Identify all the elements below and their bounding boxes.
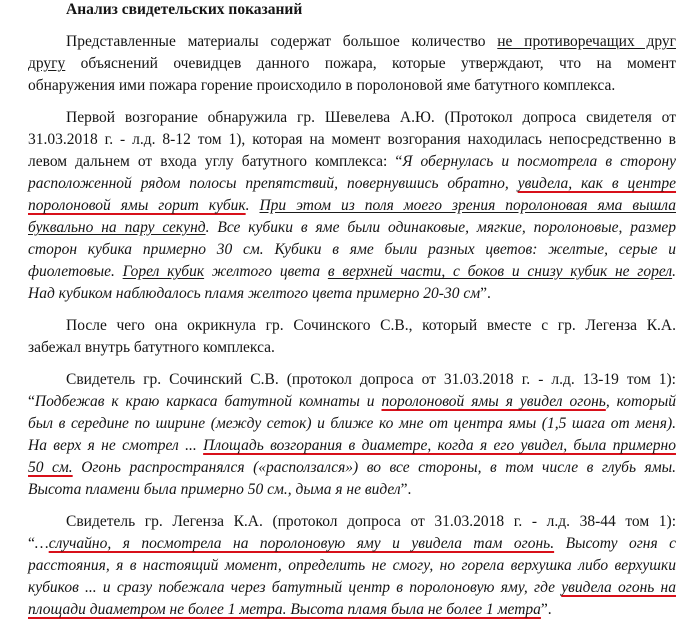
text-line	[28, 262, 676, 282]
text-line	[28, 436, 676, 456]
text-line	[28, 600, 676, 620]
quote-text: Высоту огня с	[554, 535, 677, 552]
highlighted-quote: увидела, как в центре	[517, 175, 677, 192]
text-run: “	[28, 393, 35, 410]
highlighted-quote: поролоновой ямы я увидел огонь	[381, 393, 606, 410]
quote-text: был в середине по ширине (между сеток) и ближе ко мне от центра ямы (1,5 шага от меня).	[28, 415, 676, 432]
text-run: Свидетель гр. Легенза К.А. (протокол допроса от 31.03.2018 г. - л.д. 38-44 том 1):	[66, 513, 676, 530]
text-line	[28, 240, 676, 260]
quote-text: Я обернулась и посмотрела в сторону	[402, 153, 677, 170]
highlighted-quote: случайно, я посмотрела на поролоновую яму и увидела там огонь.	[48, 535, 555, 552]
text-line	[28, 480, 676, 500]
quote-text: Подбежав к краю каркаса батутной комнаты и	[34, 393, 382, 410]
quote-text: Огонь распространялся («расползался») во все стороны, в том числе в глубь ямы.	[72, 459, 676, 476]
text-line	[28, 152, 676, 172]
quote-text: фиолетовые.	[28, 263, 123, 280]
text-line	[66, 370, 676, 390]
text-line	[28, 392, 676, 412]
text-line	[28, 458, 676, 478]
text-line	[28, 534, 676, 554]
underlined-text: буквально на пару секунд	[28, 219, 206, 236]
text-run: ”.	[400, 481, 412, 498]
text-line	[28, 414, 676, 434]
quote-text: сторон кубика примерно 30 см. Кубики в яме были разных цветов: желтые, серые и	[28, 241, 676, 258]
quote-text: .	[672, 263, 676, 280]
text-line	[66, 108, 676, 128]
document-title	[66, 0, 318, 20]
quote-text: . Все кубики в яме были одинаковые, мягкие, поролоновые, размер	[205, 219, 676, 236]
underlined-text: Горел кубик	[122, 263, 205, 280]
highlighted-quote: площади диаметром не более 1 метра. Высота пламя была не более 1 метра	[28, 601, 541, 618]
text-line	[66, 512, 676, 532]
underlined-text: При этом из поля моего зрения поролоновая яма вышла	[259, 197, 676, 214]
highlighted-quote: Площадь возгорания в диаметре, когда я его увидел, была примерно	[203, 437, 676, 454]
underlined-text: не противоречащих друг	[497, 33, 676, 50]
quote-text: желтого цвета	[204, 263, 328, 280]
highlighted-quote: увидела огонь на	[561, 579, 676, 596]
quote-text: кубиков ... и сразу побежала через батутный центр в поролоновую яму, где	[28, 579, 562, 596]
text-line	[28, 338, 676, 358]
highlighted-quote: поролоновой ямы горит кубик	[28, 197, 246, 214]
text-run: Свидетель гр. Сочинский С.В. (протокол допроса от 31.03.2018 г. - л.д. 13-19 том 1):	[66, 371, 676, 388]
text-run: Представленные материалы содержат большое количество	[66, 33, 498, 50]
quote-text: На верх я не смотрел ...	[28, 437, 204, 454]
text-line	[66, 32, 676, 52]
text-run: забежал внутрь батутного комплекса.	[28, 339, 275, 356]
text-line	[28, 556, 676, 576]
text-run: “	[28, 535, 35, 552]
text-run: Анализ свидетельских показаний	[66, 1, 303, 18]
text-line	[28, 578, 676, 598]
text-run: обнаружения ими пожара горение происходило в поролоновой яме батутного комплекса.	[28, 77, 616, 94]
text-run: объяснений очевидцев данного пожара, которые утверждают, что на момент	[65, 55, 676, 72]
quote-text: Над кубиком наблюдалось пламя желтого цвета примерно 20-30 см	[28, 285, 481, 302]
text-run: Первой возгорание обнаружила гр. Шевелева А.Ю. (Протокол допроса свидетеля от	[66, 109, 676, 126]
text-line	[28, 196, 676, 216]
text-line	[28, 76, 676, 96]
text-line	[28, 284, 676, 304]
text-run: 31.03.2018 г. - л.д. 8-12 том 1), которая на момент возгорания находилась непосредственно в	[28, 131, 676, 148]
text-run: После чего она окрикнула гр. Сочинского С.В., который вместе с гр. Легенза К.А.	[66, 317, 676, 334]
underlined-text: другу	[28, 55, 66, 72]
quote-text: Высота пламени была примерно 50 см., дыма я не видел	[28, 481, 401, 498]
quote-text: расстояния, я в настоящий момент, определить не смогу, но горела верхушка либо верхушки	[28, 557, 676, 574]
text-line	[28, 54, 676, 74]
text-run: ”.	[480, 285, 491, 302]
text-run: левом дальнем от входа углу батутного комплекса: “	[28, 153, 403, 170]
quote-text: …	[34, 535, 49, 552]
quote-text: .	[245, 197, 260, 214]
underlined-text: в верхней части, с боков и снизу кубик не горел	[327, 263, 673, 280]
text-line	[28, 218, 676, 238]
quote-text: , который	[605, 393, 676, 410]
text-line	[28, 130, 676, 150]
text-line	[66, 316, 676, 336]
quote-text: расположенной рядом полосы препятствий, повернувшись обратно,	[28, 175, 518, 192]
text-run: ”.	[540, 601, 552, 618]
text-line	[28, 174, 676, 194]
highlighted-quote: 50 см.	[28, 459, 73, 476]
